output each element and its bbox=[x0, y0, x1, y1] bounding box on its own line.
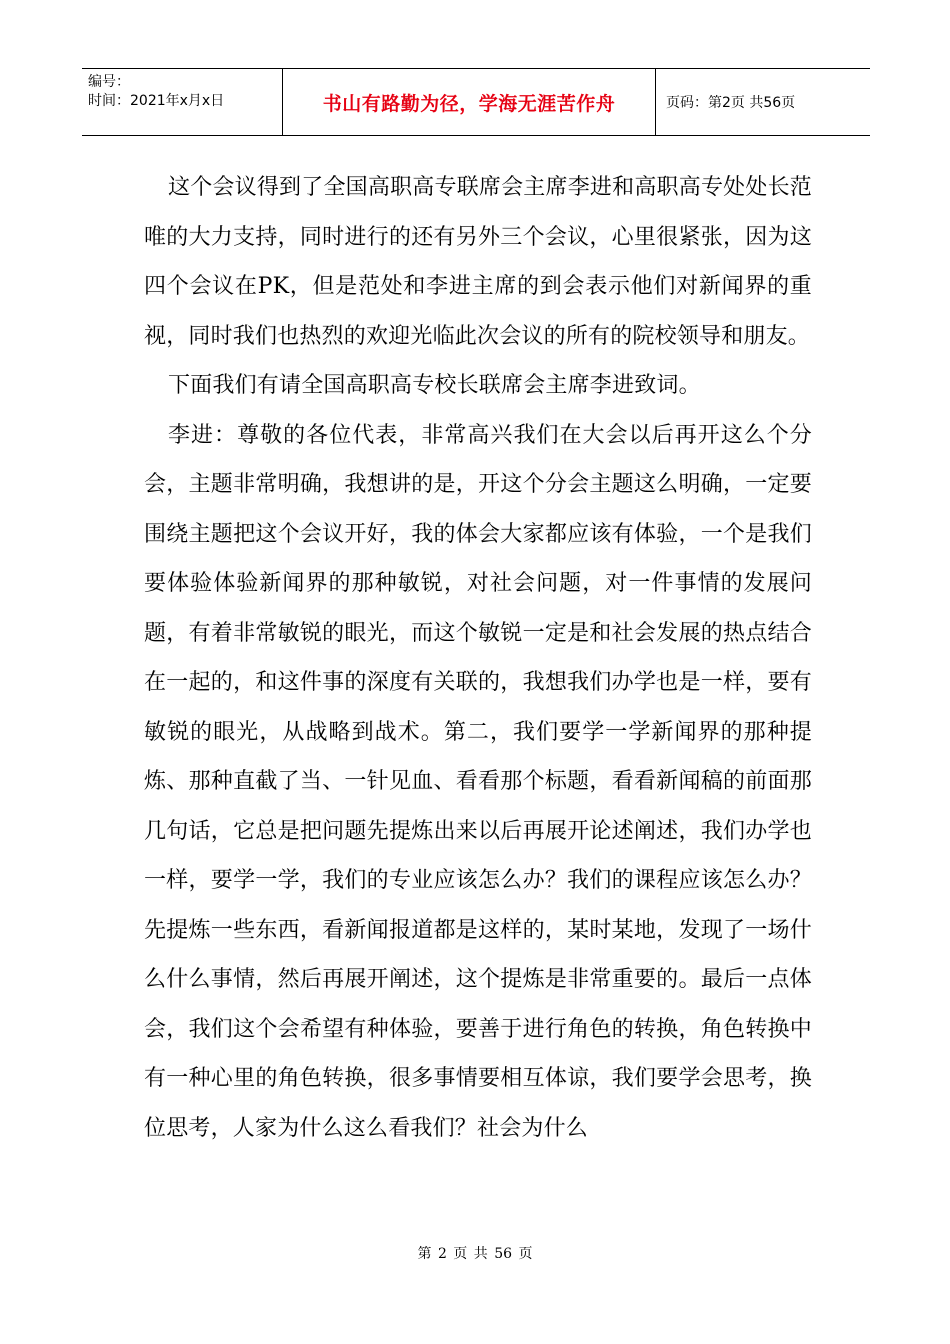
number-label: 编号： bbox=[88, 74, 130, 90]
paragraph: 下面我们有请全国高职高专校长联席会主席李进致词。 bbox=[168, 373, 701, 398]
page-header bbox=[82, 68, 870, 136]
page-footer: 第 2 页 共 56 页 bbox=[417, 1246, 533, 1262]
header-motto: 书山有路勤为径，学海无涯苦作舟 bbox=[283, 69, 656, 135]
date-label: 时间：2021年x月x日 bbox=[88, 93, 225, 109]
paragraph: 这个会议得到了全国高职高专联席会主席李进和高职高专处处长范唯的大力支持，同时进行的还有另外三个会议，心里很紧张，因为这四个会议在PK，但是范处和李进主席的到会表示他们对新闻界的重视，同时我们也热烈的欢迎光临此次会议的所有的院校领导和朋友。 bbox=[144, 175, 812, 349]
paragraph: 李进：尊敬的各位代表，非常高兴我们在大会以后再开这么个分会，主题非常明确，我想讲的是，开这个分会主题这么明确，一定要围绕主题把这个会议开好，我的体会大家都应该有体验，一个是我们要体验体验新闻界的那种敏锐，对社会问题，对一件事情的发展问题，有着非常敏锐的眼光，而这个敏锐一定是和社会发展的热点结合在一起的，和这件事的深度有关联的，我想我们办学也是一样，要有敏锐的眼光，从战略到战术。第二，我们要学一学新闻界的那种提炼、那种直截了当、一针见血、看看那个标题，看看新闻稿的前面那几句话，它总是把问题先提炼出来以后再展开论述阐述，我们办学也一样，要学一学，我们的专业应该怎么办？我们的课程应该怎么办？先提炼一些东西，看新闻报道都是这样的，某时某地，发现了一场什么什么事情，然后再展开阐述，这个提炼是非常重要的。最后一点体会，我们这个会希望有种体验，要善于进行角色的转换，角色转换中有一种心里的角色转换，很多事情要相互体谅，我们要学会思考，换位思考，人家为什么这么看我们？社会为什么 bbox=[144, 422, 812, 1141]
header-page-code: 页码：第2页 共56页 bbox=[666, 95, 796, 111]
document-body bbox=[144, 163, 812, 1153]
header-meta bbox=[82, 69, 283, 135]
